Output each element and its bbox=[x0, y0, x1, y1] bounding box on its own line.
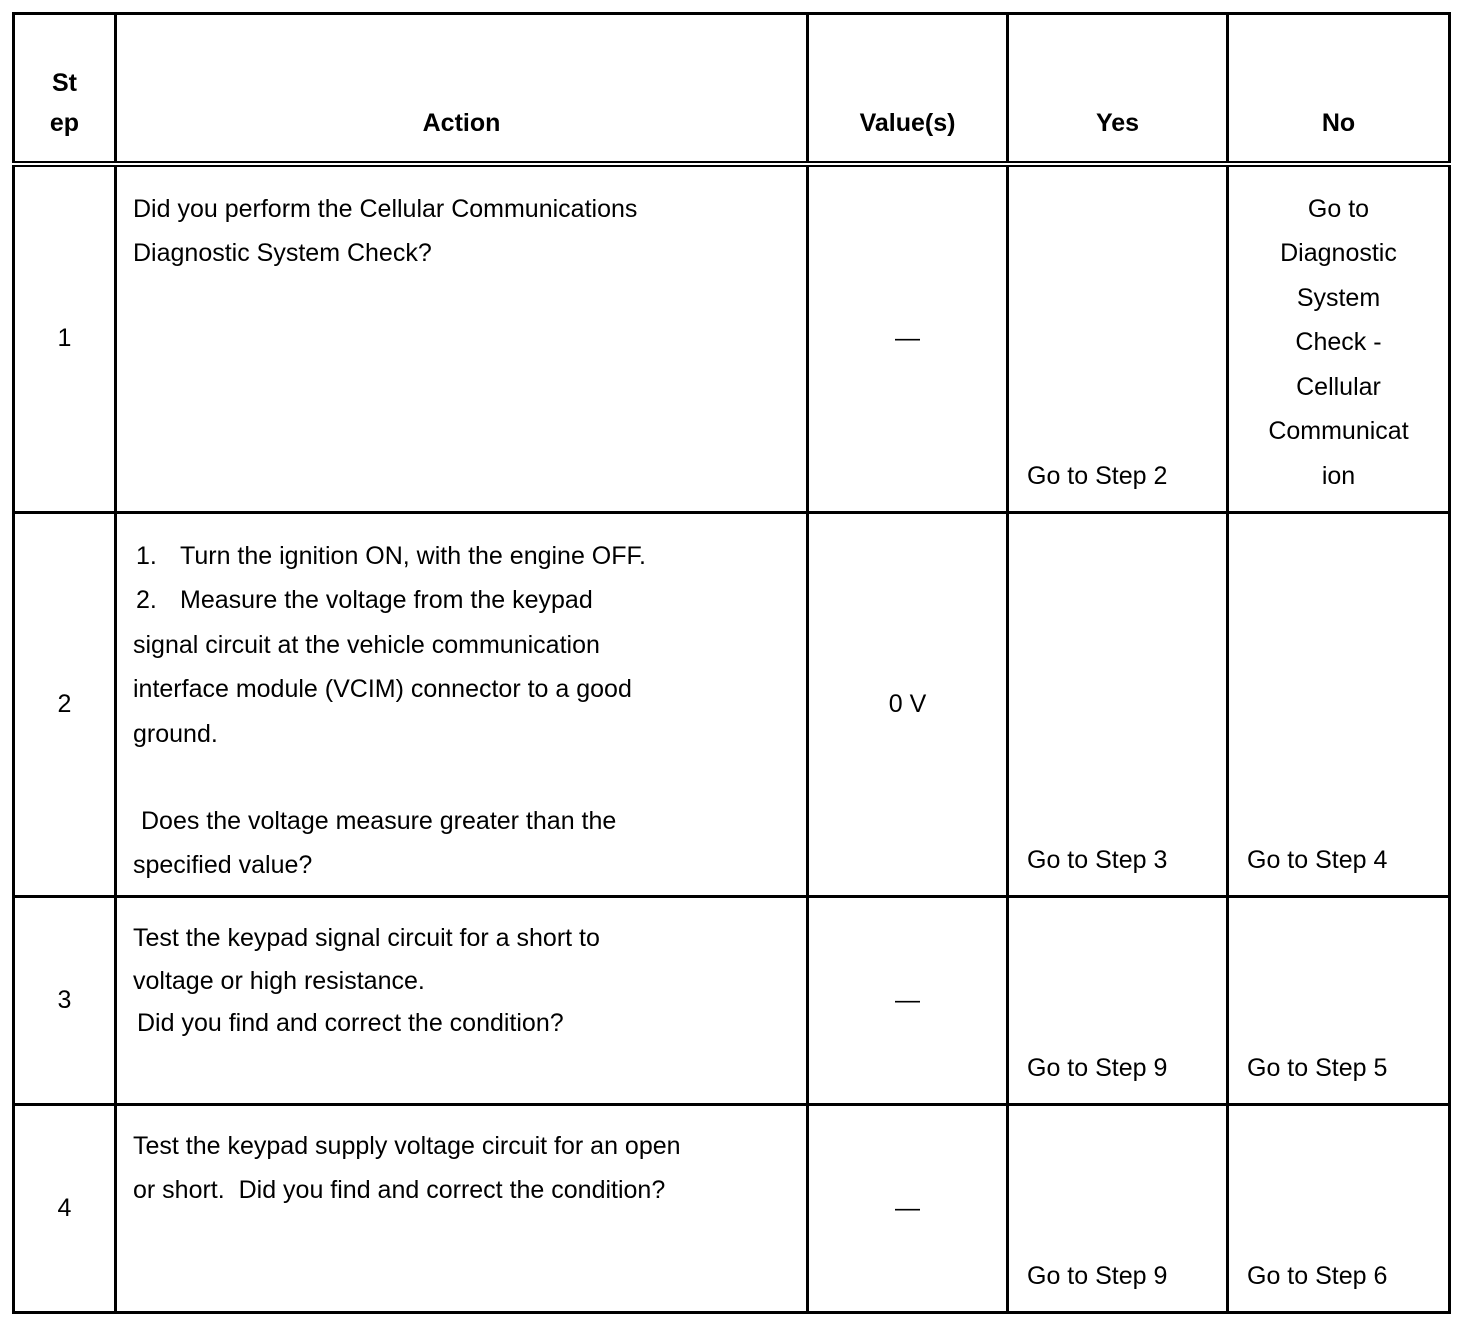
list-item: 1. Turn the ignition ON, with the engine OFF. bbox=[136, 541, 646, 570]
yes-link: Go to Step 9 bbox=[1008, 1104, 1228, 1312]
values-header: Value(s) bbox=[808, 14, 1008, 164]
header-row bbox=[14, 14, 1450, 164]
step-number: 2 bbox=[14, 512, 116, 896]
table-row bbox=[14, 164, 1450, 513]
action-text: Did you perform the Cellular Communications Diagnostic System Check? bbox=[116, 164, 808, 513]
action-header: Action bbox=[116, 14, 808, 164]
diagnostic-table bbox=[12, 12, 1451, 1314]
yes-link: Go to Step 2 bbox=[1008, 164, 1228, 513]
value-cell: — bbox=[808, 1104, 1008, 1312]
no-header: No bbox=[1228, 14, 1450, 164]
yes-link: Go to Step 3 bbox=[1008, 512, 1228, 896]
step-number: 1 bbox=[14, 164, 116, 513]
no-link: Go to Step 4 bbox=[1228, 512, 1450, 896]
value-cell: — bbox=[808, 896, 1008, 1104]
action-text: Test the keypad supply voltage circuit for an open or short. Did you find and correct the condition? bbox=[116, 1104, 808, 1312]
action-text: Test the keypad signal circuit for a short to voltage or high resistance. Did you find and correct the condition? bbox=[116, 896, 808, 1104]
step-header: St ep bbox=[14, 14, 116, 164]
list-item: 2. Measure the voltage from the keypad bbox=[136, 586, 593, 615]
yes-link: Go to Step 9 bbox=[1008, 896, 1228, 1104]
table-row bbox=[14, 896, 1450, 1104]
no-link: Go to Step 5 bbox=[1228, 896, 1450, 1104]
step-number: 4 bbox=[14, 1104, 116, 1312]
yes-header: Yes bbox=[1008, 14, 1228, 164]
value-cell: 0 V bbox=[808, 512, 1008, 896]
no-link: Go to Step 6 bbox=[1228, 1104, 1450, 1312]
action-text: 1. Turn the ignition ON, with the engine OFF. 2. Measure the voltage from the keypad signal circuit at the vehicle communication interface module (VCIM) connector to a good ground. Does the voltage measure greater than the specified value? bbox=[116, 512, 808, 896]
value-cell: — bbox=[808, 164, 1008, 513]
step-number: 3 bbox=[14, 896, 116, 1104]
no-link: Go to Diagnostic System Check - Cellular Communicat ion bbox=[1228, 164, 1450, 513]
table-row bbox=[14, 512, 1450, 896]
table-row bbox=[14, 1104, 1450, 1312]
